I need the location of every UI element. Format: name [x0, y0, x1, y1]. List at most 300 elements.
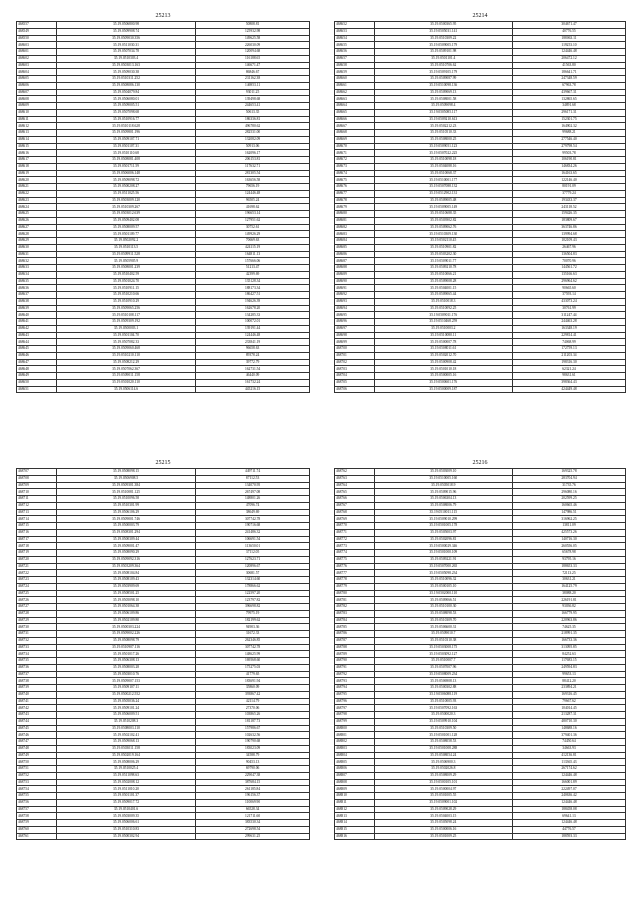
table-row — [335, 833, 626, 840]
cell-code: 35.19.0510210.66 — [56, 292, 195, 299]
cell-id: 468805 — [335, 759, 375, 766]
cell-code: 35.19.0509301.384 — [56, 482, 195, 489]
cell-code: 35.19.0511010.20 — [56, 786, 195, 793]
cell-code: 35.19.0509087.99 — [374, 76, 512, 83]
cell-code: 35.19.0510003.2 — [374, 325, 512, 332]
cell-code: 35.19.0506900.3 — [374, 759, 512, 766]
cell-code: 35.19.0500004.97 — [374, 786, 512, 793]
cell-value: 84252.63 — [512, 651, 625, 658]
cell-value: 127623.71 — [196, 556, 310, 563]
cell-value: 193433.37 — [512, 197, 625, 204]
table-row — [335, 698, 626, 705]
table-row — [335, 543, 626, 550]
cell-id: 468665 — [335, 109, 375, 116]
cell-code: 35.19.0509030.356 — [56, 35, 195, 42]
cell-value: 183809.67 — [512, 217, 625, 224]
table-row — [335, 109, 626, 116]
cell-value: 31672.33 — [196, 631, 310, 638]
cell-id: 468676 — [335, 184, 375, 191]
cell-code: 35.19.0506106.29 — [56, 509, 195, 516]
cell-value: 220963.86 — [512, 617, 625, 624]
cell-value: 307742.78 — [196, 644, 310, 651]
cell-id: 468745 — [17, 725, 57, 732]
cell-value: 93036.82 — [512, 604, 625, 611]
table-row — [17, 177, 310, 184]
cell-code: 35.19.0509002.226 — [56, 631, 195, 638]
cell-value: 120094.68 — [196, 49, 310, 56]
cell-id: 468780 — [335, 590, 375, 597]
cell-code: 35.19.0510301.99 — [56, 502, 195, 509]
cell-code: 35.19.0510110.68 — [56, 150, 195, 157]
cell-value: 132865.65 — [512, 96, 625, 103]
cell-id: 468770 — [335, 523, 375, 530]
cell-value: 387684.15 — [196, 779, 310, 786]
cell-value: 213287.31 — [512, 712, 625, 719]
table-row — [17, 319, 310, 326]
table-row — [17, 806, 310, 813]
cell-code: 35.19.0507092.163 — [374, 705, 512, 712]
table-row — [17, 651, 310, 658]
cell-code: 35.19.0503012.639 — [56, 211, 195, 218]
table-row — [17, 475, 310, 482]
cell-value: 134070.95 — [196, 482, 310, 489]
cell-value: 110069.90 — [196, 799, 310, 806]
cell-id: 468760 — [17, 826, 57, 833]
cell-id: 468777 — [335, 570, 375, 577]
cell-value: 188593.33 — [512, 833, 625, 840]
table-row — [335, 496, 626, 503]
cell-id: 468612 — [17, 123, 57, 130]
cell-id: 468785 — [335, 624, 375, 631]
table-row — [17, 379, 310, 386]
cell-id: 468550 — [17, 35, 57, 42]
cell-value: 164163.65 — [512, 170, 625, 177]
cell-id: 468740 — [17, 691, 57, 698]
cell-id: 468765 — [335, 489, 375, 496]
cell-code: 35.19.0510018.3 — [374, 298, 512, 305]
cell-value: 47096.74 — [196, 502, 310, 509]
table-row — [335, 82, 626, 89]
cell-id: 468658 — [335, 62, 375, 69]
cell-id: 468681 — [335, 217, 375, 224]
data-table — [16, 21, 310, 393]
cell-value: 161732.24 — [196, 379, 310, 386]
cell-code: 35.19.0512902.131 — [374, 190, 512, 197]
cell-id: 468768 — [335, 509, 375, 516]
cell-value: 398364.43 — [512, 379, 625, 386]
cell-code: 35.19.0505085.117 — [374, 109, 512, 116]
cell-id: 468753 — [17, 779, 57, 786]
table-row — [17, 752, 310, 759]
cell-id: 468734 — [17, 651, 57, 658]
cell-code: 35.19.0508011.61 — [374, 346, 512, 353]
table-row — [17, 523, 310, 530]
table-row — [335, 62, 626, 69]
cell-code: 35.19.0501711.59 — [56, 163, 195, 170]
table-row — [17, 725, 310, 732]
cell-code: 35.19.0507088.132 — [374, 184, 512, 191]
cell-value: 87112.53 — [196, 475, 310, 482]
cell-value: 157666.06 — [196, 258, 310, 265]
cell-id: 468718 — [17, 543, 57, 550]
cell-code: 35.19.0509101.98 — [374, 49, 512, 56]
cell-id: 468775 — [335, 556, 375, 563]
cell-code: 35.19.0510068.37 — [374, 170, 512, 177]
cell-code: 35.19.0509030.38 — [56, 69, 195, 76]
cell-id: 468557 — [17, 22, 57, 29]
table-row — [17, 691, 310, 698]
cell-id: 468699 — [335, 339, 375, 346]
cell-code: 35.19.0503009.35 — [56, 813, 195, 820]
table-row — [335, 469, 626, 476]
table-row — [335, 292, 626, 299]
table-row — [17, 103, 310, 110]
cell-id: 468633 — [17, 265, 57, 272]
cell-id: 468601 — [17, 49, 57, 56]
table-row — [17, 685, 310, 692]
cell-id: 468669 — [335, 136, 375, 143]
table-row — [335, 779, 626, 786]
table-row — [335, 482, 626, 489]
table-row — [335, 604, 626, 611]
cell-value: 183691.94 — [196, 678, 310, 685]
cell-id: 468811 — [335, 799, 375, 806]
cell-code: 35.19.0503209.364 — [56, 563, 195, 570]
cell-value: 69641.13 — [512, 813, 625, 820]
cell-value: 37112.05 — [196, 550, 310, 557]
cell-id: 468789 — [335, 651, 375, 658]
cell-code: 35.19.0510309.50 — [374, 725, 512, 732]
cell-value: 206153.81 — [196, 157, 310, 164]
cell-id: 468647 — [17, 359, 57, 366]
table-row — [335, 89, 626, 96]
cell-code: 35.19.0501005.55 — [374, 793, 512, 800]
cell-code: 35.19.0510096.32 — [374, 577, 512, 584]
cell-code: 35.19.0508006.79 — [374, 502, 512, 509]
table-row — [17, 705, 310, 712]
cell-code: 35.19.0509005.179 — [374, 42, 512, 49]
cell-value: 41563.80 — [512, 62, 625, 69]
cell-code: 35.19.0501104.70 — [56, 332, 195, 339]
cell-code: 35.19.0510007.7 — [374, 658, 512, 665]
cell-id: 468779 — [335, 583, 375, 590]
cell-id: 468698 — [335, 332, 375, 339]
cell-code: 35.19.0508003.110 — [56, 725, 195, 732]
cell-value: 51213.47 — [196, 265, 310, 272]
cell-code: 35.19.0509066.51 — [374, 597, 512, 604]
table-row — [335, 285, 626, 292]
table-row — [17, 204, 310, 211]
cell-code: 35.19.0506308.13 — [56, 658, 195, 665]
table-row — [17, 826, 310, 833]
cell-value: 313095.85 — [512, 644, 625, 651]
table-row — [335, 170, 626, 177]
table-row — [17, 745, 310, 752]
cell-value: 304671.47 — [512, 22, 625, 29]
cell-value: 149926.29 — [196, 231, 310, 238]
table-row — [17, 366, 310, 373]
cell-value: 159426.35 — [512, 211, 625, 218]
cell-code: 35.19.0509908.74 — [56, 28, 195, 35]
table-row — [335, 725, 626, 732]
cell-code: 35.19.0503008.175 — [374, 644, 512, 651]
cell-id: 468624 — [17, 204, 57, 211]
cell-code: 35.19.0509221.91 — [374, 556, 512, 563]
cell-value: 160665.46 — [512, 502, 625, 509]
table-row — [335, 96, 626, 103]
cell-code: 35.19.0508212.29 — [56, 359, 195, 366]
cell-code: 35.19.0506908.13 — [374, 678, 512, 685]
cell-id: 468798 — [335, 712, 375, 719]
cell-value: 98631.61 — [512, 373, 625, 380]
cell-value: 140716.30 — [512, 536, 625, 543]
cell-code: 35.19.0505018.9 — [374, 482, 512, 489]
cell-id: 468694 — [335, 305, 375, 312]
cell-code: 35.19.0501064.38 — [56, 604, 195, 611]
cell-value: 41779.65 — [196, 671, 310, 678]
cell-value: 152301.75 — [512, 116, 625, 123]
cell-value: 190716.68 — [196, 523, 310, 530]
table-row — [17, 136, 310, 143]
cell-code: 35.19.0510468.259 — [374, 319, 512, 326]
table-row — [17, 352, 310, 359]
cell-code: 35.19.0505098.10 — [56, 597, 195, 604]
cell-id: 468668 — [335, 130, 375, 137]
cell-id: 468609 — [17, 103, 57, 110]
cell-id: 468778 — [335, 577, 375, 584]
cell-id: 468722 — [17, 570, 57, 577]
cell-value: 277546.40 — [512, 136, 625, 143]
cell-code: 35.19.0500908.42 — [374, 359, 512, 366]
cell-code: 35.19.0500003.79 — [56, 523, 195, 530]
table-row — [335, 103, 626, 110]
cell-code: 35.19.0510113.5 — [56, 244, 195, 251]
table-row — [335, 244, 626, 251]
cell-code: 35.19.0502092.2 — [56, 238, 195, 245]
cell-value: 38649.69 — [196, 509, 310, 516]
table-row — [335, 373, 626, 380]
cell-value: 30761.99 — [512, 305, 625, 312]
cell-id: 468799 — [335, 718, 375, 725]
table-row — [335, 610, 626, 617]
cell-value: 226030.09 — [196, 42, 310, 49]
cell-code: 35.19.0500105.101 — [374, 779, 512, 786]
cell-id: 468662 — [335, 89, 375, 96]
cell-value: 122146.40 — [512, 177, 625, 184]
cell-code: 35.19.0508058.53 — [374, 739, 512, 746]
cell-id: 468645 — [17, 346, 57, 353]
cell-value: 132314.60 — [196, 577, 310, 584]
table-row — [17, 49, 310, 56]
cell-id: 468797 — [335, 705, 375, 712]
cell-id: 468720 — [17, 556, 57, 563]
table-row — [17, 590, 310, 597]
cell-value: 163348.19 — [512, 325, 625, 332]
table-row — [335, 563, 626, 570]
cell-value: 396698.82 — [196, 604, 310, 611]
table-row — [17, 332, 310, 339]
table-row — [17, 82, 310, 89]
data-table — [16, 468, 310, 840]
table-row — [335, 739, 626, 746]
cell-code: 35.19.0506088.119 — [374, 691, 512, 698]
cell-code: 35.19.0509005.48 — [374, 197, 512, 204]
table-row — [335, 197, 626, 204]
cell-id: 468678 — [335, 197, 375, 204]
cell-code: 35.19.0508009.234 — [374, 671, 512, 678]
cell-value: 70669.63 — [196, 238, 310, 245]
cell-code: 35.19.0509098.72 — [56, 177, 195, 184]
table-row — [17, 772, 310, 779]
table-row — [335, 772, 626, 779]
cell-code: 35.19.0505098.24 — [374, 820, 512, 827]
cell-code: 35.19.0509107.11 — [56, 685, 195, 692]
cell-code: 35.19.0502102.41 — [56, 732, 195, 739]
cell-value: 139191.44 — [196, 325, 310, 332]
cell-code: 35.19.0509101.24 — [56, 705, 195, 712]
table-row — [17, 766, 310, 773]
cell-value: 66528.34 — [196, 806, 310, 813]
cell-id: 468726 — [17, 597, 57, 604]
cell-value: 247348.59 — [512, 76, 625, 83]
cell-value: 139994.68 — [512, 231, 625, 238]
cell-id: 468806 — [335, 766, 375, 773]
cell-code: 35.19.0509011.77 — [374, 258, 512, 265]
table-row — [335, 664, 626, 671]
table-row — [17, 624, 310, 631]
cell-code: 35.19.0506600.31 — [374, 624, 512, 631]
cell-code: 35.19.0503092.127 — [374, 651, 512, 658]
cell-code: 35.19.0502026.8 — [374, 766, 512, 773]
page-25214 — [334, 12, 626, 393]
cell-code: 35.19.0510210.110 — [56, 352, 195, 359]
cell-value: 139498.68 — [196, 96, 310, 103]
cell-id: 468709 — [17, 482, 57, 489]
cell-id: 468700 — [335, 346, 375, 353]
cell-value: 169325.78 — [512, 469, 625, 476]
cell-value: 244653.41 — [196, 103, 310, 110]
cell-id: 468664 — [335, 103, 375, 110]
cell-id: 468731 — [17, 631, 57, 638]
table-row — [335, 799, 626, 806]
table-row — [17, 339, 310, 346]
table-row — [17, 76, 310, 83]
table-row — [17, 62, 310, 69]
table-row — [335, 339, 626, 346]
cell-id: 468648 — [17, 366, 57, 373]
table-row — [335, 752, 626, 759]
table-row — [335, 386, 626, 393]
cell-id: 468686 — [335, 251, 375, 258]
cell-code: 35.19.0503010.76 — [56, 671, 195, 678]
table-row — [17, 305, 310, 312]
table-row — [17, 278, 310, 285]
table-row — [17, 759, 310, 766]
table-row — [17, 265, 310, 272]
cell-id: 468711 — [17, 496, 57, 503]
cell-value: 46440.09 — [196, 373, 310, 380]
table-row — [335, 332, 626, 339]
cell-id: 468782 — [335, 604, 375, 611]
cell-id: 468759 — [17, 820, 57, 827]
cell-value: 113650.01 — [196, 543, 310, 550]
table-row — [17, 224, 310, 231]
cell-id: 468602 — [17, 55, 57, 62]
cell-code: 35.19.0510309.130 — [374, 231, 512, 238]
cell-value: 37593.14 — [512, 292, 625, 299]
cell-code: 35.19.0501005.178 — [374, 523, 512, 530]
cell-id: 468728 — [17, 610, 57, 617]
table-row — [335, 157, 626, 164]
table-row — [17, 631, 310, 638]
cell-id: 468628 — [17, 231, 57, 238]
cell-value: 445216.15 — [196, 386, 310, 393]
cell-value: 146953.11 — [196, 82, 310, 89]
cell-code: 35.19.0510098.18 — [374, 157, 512, 164]
table-row — [335, 766, 626, 773]
cell-code: 35.19.0508301.294 — [56, 529, 195, 536]
cell-code: 35.19.0500006.16 — [374, 826, 512, 833]
cell-value: 147986.51 — [512, 509, 625, 516]
table-row — [17, 732, 310, 739]
cell-code: 35.19.0500601.176 — [374, 379, 512, 386]
cell-code: 35.19.0502109.80 — [56, 617, 195, 624]
cell-id: 468733 — [17, 644, 57, 651]
table-row — [335, 718, 626, 725]
cell-code: 35.19.0508086.130 — [56, 82, 195, 89]
cell-id: 468701 — [335, 352, 375, 359]
cell-id: 468750 — [17, 759, 57, 766]
cell-code: 35.19.0505905.9 — [56, 258, 195, 265]
table-row — [335, 150, 626, 157]
table-row — [335, 597, 626, 604]
cell-code: 35.19.0509028.29 — [374, 806, 512, 813]
cell-code: 35.19.0510080.11 — [374, 332, 512, 339]
cell-value: 30681.57 — [196, 570, 310, 577]
cell-value: 178866.62 — [196, 583, 310, 590]
cell-id: 468638 — [17, 298, 57, 305]
cell-code: 35.19.0502008.12 — [56, 779, 195, 786]
cell-id: 468680 — [335, 211, 375, 218]
cell-value: 134285.33 — [196, 312, 310, 319]
cell-value: 261185.84 — [196, 786, 310, 793]
table-row — [17, 285, 310, 292]
cell-id: 468549 — [17, 28, 57, 35]
cell-id: 468764 — [335, 482, 375, 489]
cell-value: 34891.68 — [512, 103, 625, 110]
table-row — [335, 258, 626, 265]
cell-id: 468809 — [335, 786, 375, 793]
cell-value: 135166.63 — [512, 271, 625, 278]
cell-code: 35.19.0510208.3 — [56, 718, 195, 725]
table-row — [335, 55, 626, 62]
cell-id: 468786 — [335, 631, 375, 638]
cell-value: 88412.20 — [512, 678, 625, 685]
cell-id: 468607 — [17, 89, 57, 96]
cell-code: 35.19.0510096.58 — [56, 496, 195, 503]
cell-value: 260556.05 — [512, 543, 625, 550]
cell-value: 316962.25 — [512, 516, 625, 523]
cell-id: 468747 — [17, 739, 57, 746]
cell-id: 468675 — [335, 177, 375, 184]
cell-value: 229814.41 — [512, 332, 625, 339]
cell-code: 35.19.0510901.82 — [374, 244, 512, 251]
cell-id: 468803 — [335, 745, 375, 752]
cell-id: 468767 — [335, 502, 375, 509]
cell-value: 116188.65 — [196, 55, 310, 62]
cell-code: 35.19.0506006.61 — [56, 820, 195, 827]
cell-code: 35.19.0500003.1 — [56, 325, 195, 332]
